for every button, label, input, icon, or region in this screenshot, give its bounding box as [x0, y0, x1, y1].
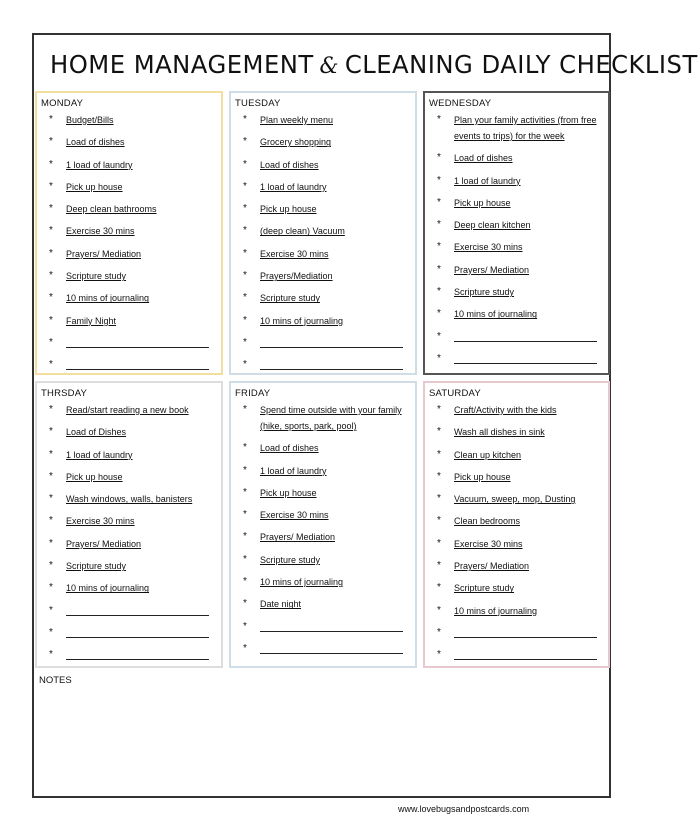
day-card-tuesday [229, 91, 417, 375]
bullet-icon: * [437, 493, 441, 505]
bullet-icon: * [49, 537, 53, 549]
task-item [41, 447, 215, 463]
task-item [41, 313, 215, 329]
bullet-icon: * [437, 560, 441, 572]
day-card-wednesday [423, 91, 610, 375]
task-label: Scripture study [66, 561, 127, 572]
task-item [235, 268, 409, 284]
bullet-icon: * [437, 537, 441, 549]
task-item [41, 290, 215, 306]
blank-line[interactable] [454, 351, 597, 364]
task-list [235, 112, 409, 380]
bullet-icon: * [243, 598, 247, 610]
day-name: SATURDAY [429, 388, 481, 399]
blank-line[interactable] [260, 357, 403, 370]
bullet-icon: * [243, 464, 247, 476]
bullet-icon: * [243, 270, 247, 282]
bullet-icon: * [49, 493, 53, 505]
task-label: 1 load of laundry [66, 159, 133, 170]
task-label: Pick up house [454, 471, 511, 482]
bullet-icon: * [437, 426, 441, 438]
bullet-icon: * [437, 114, 441, 125]
blank-line[interactable] [260, 335, 403, 348]
bullet-icon: * [243, 404, 247, 415]
task-label: Craft/Activity with the kids [454, 405, 557, 415]
bullet-icon: * [437, 626, 441, 638]
task-label: Exercise 30 mins [454, 538, 523, 549]
bullet-icon: * [49, 470, 53, 482]
task-label: Exercise 30 mins [66, 226, 135, 237]
bullet-icon: * [243, 114, 247, 125]
notes-label: NOTES [39, 675, 72, 686]
blank-task-line [429, 329, 602, 345]
task-label: Exercise 30 mins [66, 516, 135, 527]
task-label: Load of dishes [454, 153, 513, 164]
bullet-icon: * [49, 448, 53, 460]
bullet-icon: * [243, 336, 247, 348]
blank-task-line [429, 625, 602, 641]
task-label: Exercise 30 mins [260, 510, 329, 521]
task-item [41, 424, 215, 440]
bullet-icon: * [437, 515, 441, 527]
task-label: Load of dishes [66, 137, 125, 148]
bullet-icon: * [49, 158, 53, 170]
task-item [235, 529, 409, 545]
task-item [429, 262, 602, 278]
blank-line[interactable] [66, 357, 209, 370]
title-part2: CLEANING DAILY CHECKLIST [344, 49, 698, 79]
task-label: Load of dishes [260, 443, 319, 454]
bullet-icon: * [49, 314, 53, 326]
blank-task-line [235, 641, 409, 657]
task-label: Load of Dishes [66, 427, 127, 438]
task-item [429, 217, 602, 233]
task-item [41, 558, 215, 574]
task-label: Scripture study [66, 271, 127, 282]
task-item [235, 552, 409, 568]
task-item [41, 246, 215, 262]
bullet-icon: * [437, 286, 441, 298]
bullet-icon: * [243, 509, 247, 521]
task-item [235, 112, 409, 128]
bullet-icon: * [243, 247, 247, 259]
task-item [235, 463, 409, 479]
task-item [429, 580, 602, 596]
task-label: Date night [260, 599, 302, 610]
task-label: 1 load of laundry [454, 175, 521, 186]
blank-task-line [41, 335, 215, 351]
bullet-icon: * [437, 241, 441, 253]
task-list [41, 402, 215, 670]
task-item [429, 424, 602, 440]
task-label: Spend time outside with your family (hike, sports, park, pool) [260, 405, 402, 431]
bullet-icon: * [243, 359, 247, 371]
bullet-icon: * [437, 196, 441, 208]
blank-task-line [41, 357, 215, 373]
task-label: Prayers/ Mediation [454, 264, 530, 275]
task-item [235, 179, 409, 195]
task-item [235, 157, 409, 173]
bullet-icon: * [243, 442, 247, 454]
blank-line[interactable] [260, 641, 403, 654]
task-label: 1 load of laundry [260, 181, 327, 192]
blank-task-line [429, 647, 602, 663]
task-label: Plan weekly menu [260, 115, 334, 125]
task-label: Exercise 30 mins [260, 248, 329, 259]
task-item [41, 580, 215, 596]
bullet-icon: * [437, 404, 441, 415]
bullet-icon: * [49, 604, 53, 616]
task-item [429, 558, 602, 574]
blank-line[interactable] [66, 603, 209, 616]
blank-task-line [41, 647, 215, 663]
blank-line[interactable] [66, 625, 209, 638]
task-label: Scripture study [454, 583, 515, 594]
bullet-icon: * [437, 352, 441, 364]
task-label: Plan your family activities (from free events to trips) for the week [454, 115, 597, 141]
bullet-icon: * [243, 158, 247, 170]
day-name: TUESDAY [235, 98, 281, 109]
day-name: THRSDAY [41, 388, 88, 399]
task-item [235, 313, 409, 329]
bullet-icon: * [243, 553, 247, 565]
task-item [429, 603, 602, 619]
day-name: WEDNESDAY [429, 98, 492, 109]
bullet-icon: * [437, 152, 441, 164]
bullet-icon: * [243, 531, 247, 543]
bullet-icon: * [437, 470, 441, 482]
footer-url: www.lovebugsandpostcards.com [398, 804, 530, 814]
task-item [41, 112, 215, 128]
task-item [235, 402, 409, 434]
task-list [429, 402, 602, 670]
bullet-icon: * [49, 136, 53, 148]
task-label: Wash all dishes in sink [454, 427, 545, 438]
bullet-icon: * [243, 180, 247, 192]
bullet-icon: * [437, 582, 441, 594]
task-label: 10 mins of journaling [66, 293, 150, 304]
bullet-icon: * [243, 292, 247, 304]
task-label: Prayers/ Mediation [454, 561, 530, 572]
bullet-icon: * [437, 448, 441, 460]
task-item [429, 306, 602, 322]
task-item [429, 536, 602, 552]
task-label: Pick up house [260, 204, 317, 215]
bullet-icon: * [49, 203, 53, 215]
task-label: Deep clean bathrooms [66, 204, 157, 215]
task-label: Deep clean kitchen [454, 220, 531, 231]
task-label: Clean up kitchen [454, 449, 522, 460]
task-label: Pick up house [454, 197, 511, 208]
day-card-thursday [35, 381, 223, 668]
task-item [235, 485, 409, 501]
bullet-icon: * [49, 270, 53, 282]
task-label: Prayers/ Mediation [66, 248, 142, 259]
bullet-icon: * [49, 247, 53, 259]
day-name: FRIDAY [235, 388, 271, 399]
bullet-icon: * [437, 174, 441, 186]
task-item [41, 491, 215, 507]
bullet-icon: * [49, 515, 53, 527]
task-list [235, 402, 409, 663]
task-label: Pick up house [66, 181, 123, 192]
task-label: Clean bedrooms [454, 516, 521, 527]
bullet-icon: * [49, 626, 53, 638]
task-item [41, 536, 215, 552]
bullet-icon: * [49, 359, 53, 371]
blank-task-line [235, 335, 409, 351]
task-label: Budget/Bills [66, 115, 114, 125]
task-label: Scripture study [260, 554, 321, 565]
task-label: (deep clean) Vacuum [260, 226, 345, 237]
task-item [429, 195, 602, 211]
bullet-icon: * [243, 225, 247, 237]
task-label: Exercise 30 mins [454, 242, 523, 253]
task-item [41, 179, 215, 195]
task-item [429, 469, 602, 485]
task-item [41, 157, 215, 173]
blank-task-line [41, 603, 215, 619]
task-label: Pick up house [66, 471, 123, 482]
title-ampersand: & [319, 53, 339, 79]
page-title [40, 40, 698, 88]
task-label: Load of dishes [260, 159, 319, 170]
day-card-friday [229, 381, 417, 668]
bullet-icon: * [243, 620, 247, 632]
task-label: Family Night [66, 315, 117, 326]
bullet-icon: * [437, 604, 441, 616]
bullet-icon: * [437, 649, 441, 661]
bullet-icon: * [49, 404, 53, 415]
task-item [41, 513, 215, 529]
blank-line[interactable] [454, 625, 597, 638]
bullet-icon: * [437, 308, 441, 320]
bullet-icon: * [49, 582, 53, 594]
task-item [235, 507, 409, 523]
task-label: 10 mins of journaling [260, 577, 344, 588]
bullet-icon: * [49, 426, 53, 438]
day-card-saturday [423, 381, 610, 668]
bullet-icon: * [243, 576, 247, 588]
blank-line[interactable] [260, 619, 403, 632]
task-label: Vacuum, sweep, mop, Dusting [454, 494, 576, 505]
task-label: Scripture study [260, 293, 321, 304]
day-card-monday [35, 91, 223, 375]
blank-task-line [429, 351, 602, 367]
task-label: Prayers/ Mediation [260, 532, 336, 543]
task-item [235, 134, 409, 150]
task-label: Scripture study [454, 287, 515, 298]
blank-task-line [235, 619, 409, 635]
task-label: 10 mins of journaling [454, 605, 538, 616]
bullet-icon: * [437, 330, 441, 342]
bullet-icon: * [49, 560, 53, 572]
task-item [429, 150, 602, 166]
task-label: Grocery shopping [260, 137, 332, 148]
task-label: Pick up house [260, 487, 317, 498]
blank-line[interactable] [66, 647, 209, 660]
blank-task-line [235, 357, 409, 373]
day-name: MONDAY [41, 98, 84, 109]
task-list [41, 112, 215, 380]
task-item [429, 513, 602, 529]
task-item [235, 574, 409, 590]
task-label: Wash windows, walls, banisters [66, 494, 193, 505]
task-item [429, 173, 602, 189]
task-item [41, 134, 215, 150]
task-item [235, 246, 409, 262]
blank-line[interactable] [454, 647, 597, 660]
blank-line[interactable] [454, 329, 597, 342]
task-item [235, 201, 409, 217]
task-item [235, 596, 409, 612]
title-text [50, 50, 698, 79]
task-label: 10 mins of journaling [66, 583, 150, 594]
task-label: Prayers/ Mediation [66, 538, 142, 549]
task-label: Prayers/Mediation [260, 271, 333, 282]
bullet-icon: * [49, 649, 53, 661]
task-label: 1 load of laundry [260, 465, 327, 476]
task-item [41, 201, 215, 217]
blank-line[interactable] [66, 335, 209, 348]
bullet-icon: * [437, 263, 441, 275]
task-label: 1 load of laundry [66, 449, 133, 460]
task-item [41, 469, 215, 485]
bullet-icon: * [243, 136, 247, 148]
task-item [429, 402, 602, 418]
task-item [429, 112, 602, 144]
bullet-icon: * [49, 114, 53, 125]
task-list [429, 112, 602, 373]
task-item [429, 284, 602, 300]
task-item [41, 268, 215, 284]
task-item [41, 223, 215, 239]
blank-task-line [41, 625, 215, 641]
bullet-icon: * [49, 336, 53, 348]
task-item [429, 447, 602, 463]
bullet-icon: * [49, 292, 53, 304]
task-item [235, 290, 409, 306]
task-item [429, 491, 602, 507]
task-label: 10 mins of journaling [454, 309, 538, 320]
title-part1: HOME MANAGEMENT [50, 49, 314, 79]
task-label: 10 mins of journaling [260, 315, 344, 326]
task-item [235, 440, 409, 456]
bullet-icon: * [243, 642, 247, 654]
bullet-icon: * [243, 203, 247, 215]
bullet-icon: * [243, 486, 247, 498]
task-item [235, 223, 409, 239]
task-item [429, 239, 602, 255]
bullet-icon: * [49, 225, 53, 237]
task-label: Read/start reading a new book [66, 405, 189, 415]
task-item [41, 402, 215, 418]
bullet-icon: * [49, 180, 53, 192]
bullet-icon: * [243, 314, 247, 326]
bullet-icon: * [437, 219, 441, 231]
